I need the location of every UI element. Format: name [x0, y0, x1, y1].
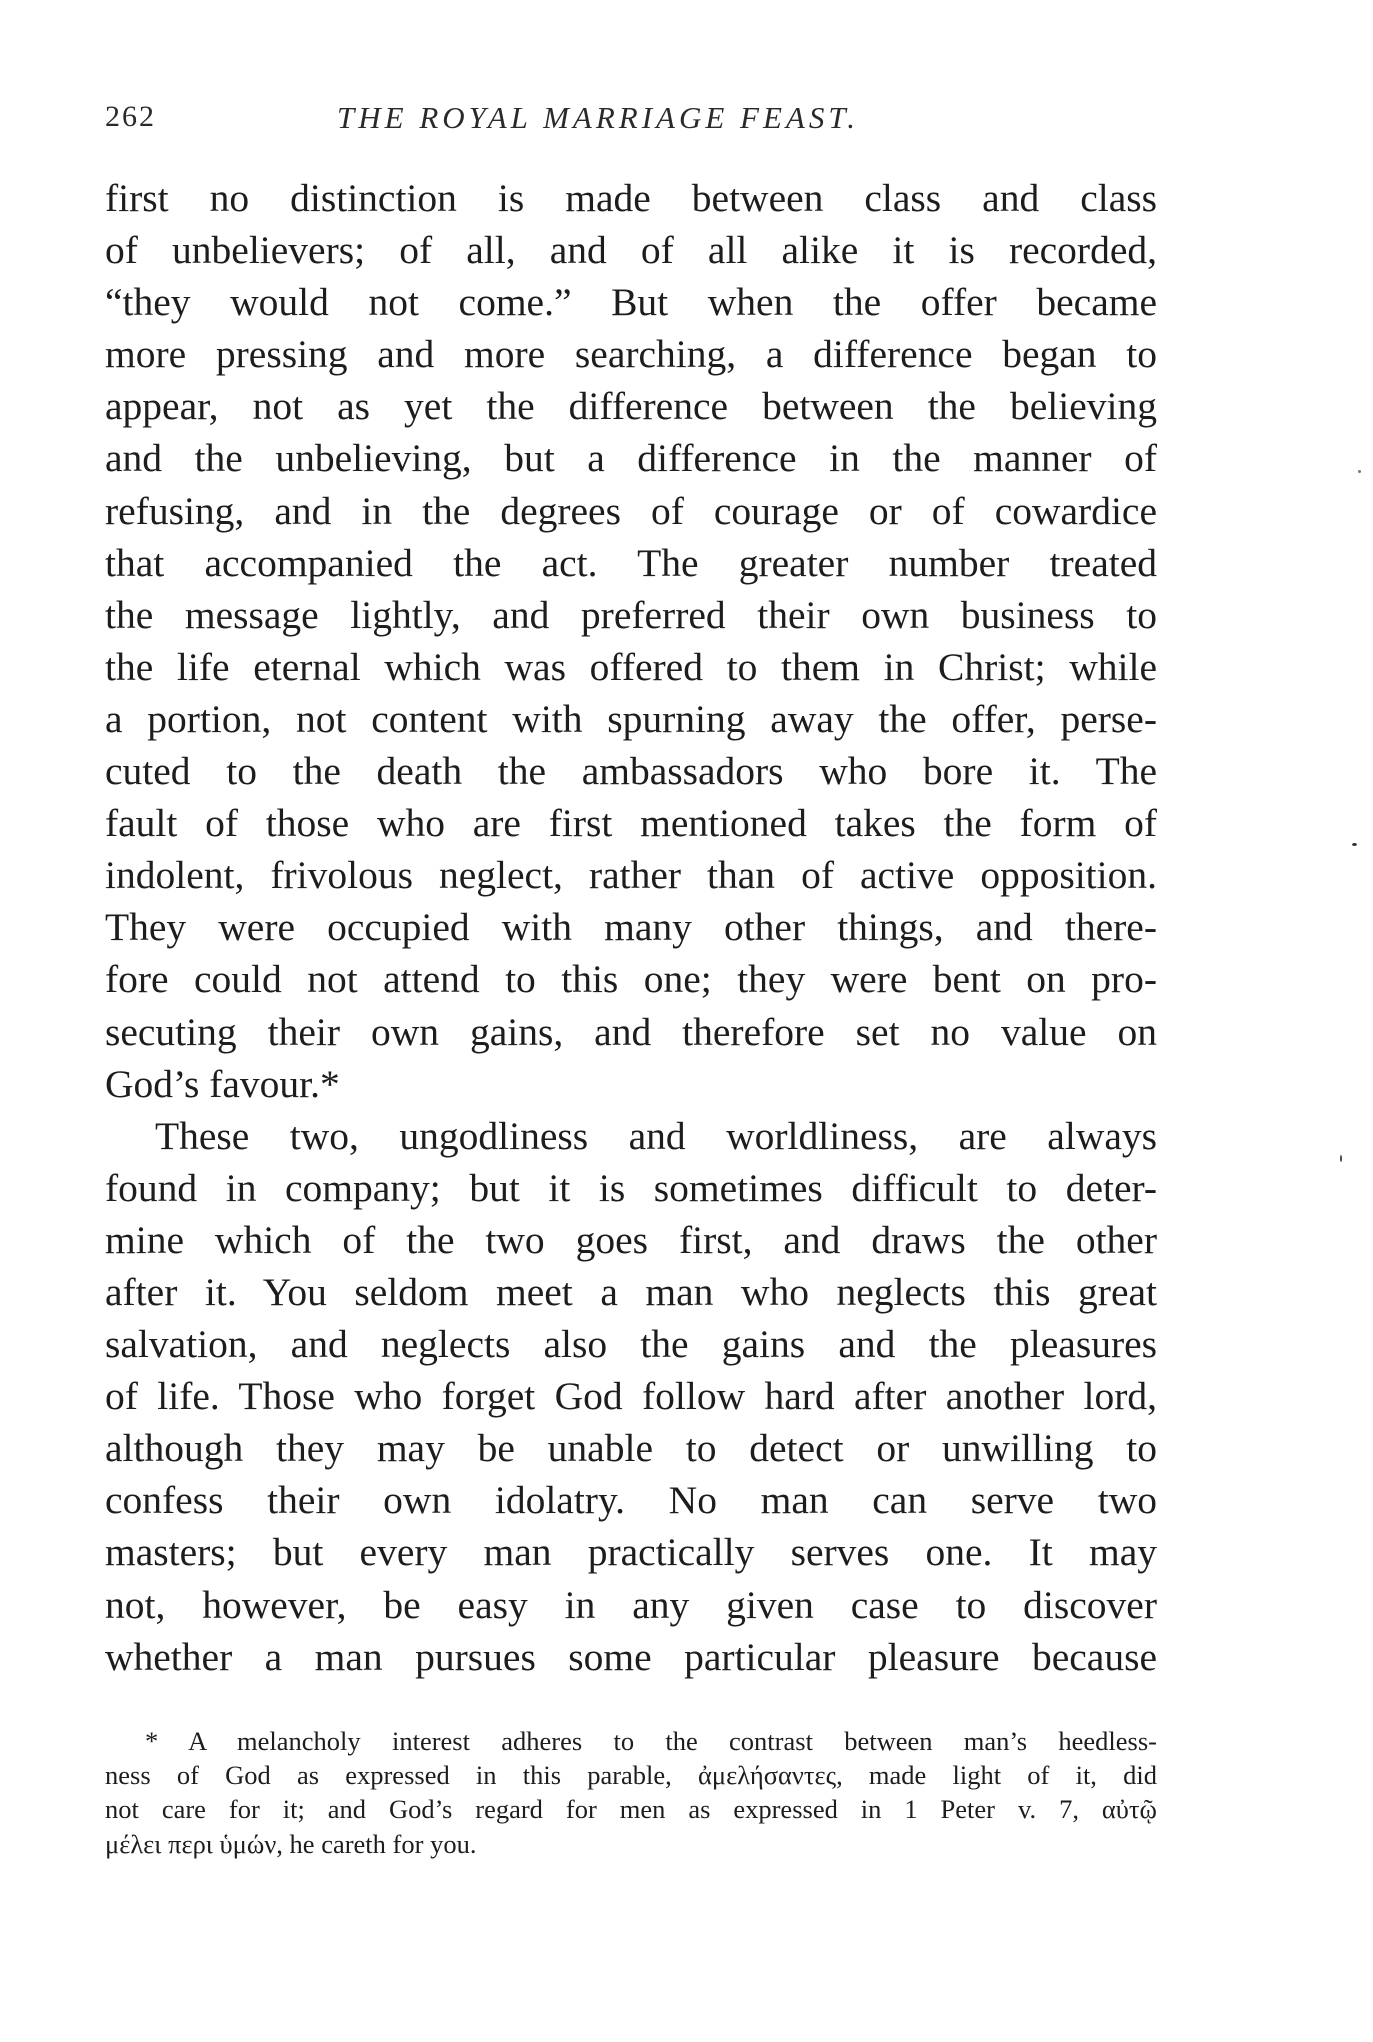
- text-line: although they may be unable to detect or unwilling to: [105, 1426, 1157, 1471]
- text-line: more pressing and more searching, a difference began to: [105, 332, 1157, 377]
- text-line: “they would not come.” But when the offer became: [105, 280, 1157, 325]
- text-line: indolent, frivolous neglect, rather than of active opposition.: [105, 853, 1157, 898]
- footnote-line: ness of God as expressed in this parable, ἀμελήσαντες, made light of it, did: [105, 1760, 1157, 1791]
- text-line: confess their own idolatry. No man can serve two: [105, 1478, 1157, 1523]
- text-line: They were occupied with many other things, and there-: [105, 905, 1157, 950]
- text-line: and the unbelieving, but a difference in the manner of: [105, 436, 1157, 481]
- scan-speck: [1340, 1155, 1342, 1162]
- text-line: cuted to the death the ambassadors who bore it. The: [105, 749, 1157, 794]
- page-number: 262: [105, 100, 156, 133]
- text-line: not, however, be easy in any given case to discover: [105, 1582, 1157, 1627]
- text-line: whether a man pursues some particular pleasure because: [105, 1634, 1157, 1679]
- paragraph-start-line: These two, ungodliness and worldliness, are always: [155, 1113, 1157, 1158]
- text-line: fore could not attend to this one; they were bent on pro-: [105, 957, 1157, 1002]
- text-line: appear, not as yet the difference between the believing: [105, 384, 1157, 429]
- text-line: fault of those who are first mentioned takes the form of: [105, 801, 1157, 846]
- footnote: [105, 1724, 1157, 1861]
- text-line: found in company; but it is sometimes difficult to deter-: [105, 1165, 1157, 1210]
- footnote-line: * A melancholy interest adheres to the contrast between man’s heedless-: [145, 1726, 1157, 1756]
- text-line: after it. You seldom meet a man who neglects this great: [105, 1269, 1157, 1314]
- text-line: refusing, and in the degrees of courage or of cowardice: [105, 488, 1157, 533]
- running-title: THE ROYAL MARRIAGE FEAST.: [337, 100, 860, 135]
- text-line: mine which of the two goes first, and draws the other: [105, 1217, 1157, 1262]
- scan-speck: [1352, 843, 1357, 846]
- text-line: masters; but every man practically serves one. It may: [105, 1530, 1157, 1575]
- scan-speck: [1358, 470, 1361, 473]
- footnote-reference-line: God’s favour.*: [105, 1061, 340, 1106]
- text-line: the life eternal which was offered to them in Christ; while: [105, 644, 1157, 689]
- text-line: of unbelievers; of all, and of all alike it is recorded,: [105, 228, 1157, 273]
- text-line: first no distinction is made between class and class: [105, 176, 1157, 220]
- body-text: [105, 172, 1157, 1683]
- text-line: secuting their own gains, and therefore set no value on: [105, 1009, 1157, 1054]
- page-header: [105, 100, 1155, 150]
- footnote-line: not care for it; and God’s regard for men as expressed in 1 Peter v. 7, αὐτῷ: [105, 1794, 1157, 1825]
- text-line: the message lightly, and preferred their own business to: [105, 592, 1157, 637]
- text-line: that accompanied the act. The greater number treated: [105, 540, 1157, 585]
- text-line: salvation, and neglects also the gains and the pleasures: [105, 1322, 1157, 1367]
- footnote-line: μέλει περι ὑμών, he careth for you.: [105, 1828, 477, 1859]
- text-line: of life. Those who forget God follow hard after another lord,: [105, 1374, 1157, 1419]
- text-line: a portion, not content with spurning away the offer, perse-: [105, 696, 1157, 741]
